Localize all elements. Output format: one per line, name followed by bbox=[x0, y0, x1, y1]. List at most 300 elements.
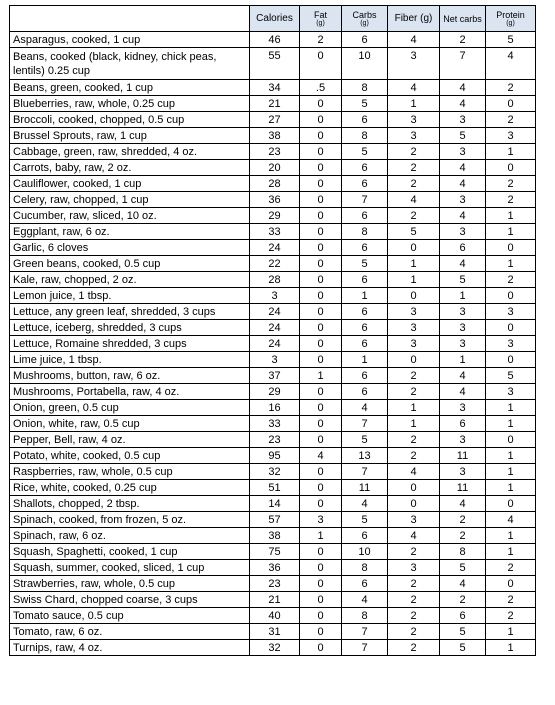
net-cell: 4 bbox=[440, 368, 486, 384]
fiber-cell: 2 bbox=[388, 640, 440, 656]
table-row bbox=[10, 224, 536, 240]
food-cell: Mushrooms, button, raw, 6 oz. bbox=[10, 368, 250, 384]
carbs-cell: 8 bbox=[342, 128, 388, 144]
carbs-cell: 11 bbox=[342, 480, 388, 496]
calories-cell: 75 bbox=[250, 544, 300, 560]
fat-cell: 0 bbox=[300, 304, 342, 320]
protein-cell: 1 bbox=[486, 400, 536, 416]
fiber-cell: 5 bbox=[388, 224, 440, 240]
fat-cell: 0 bbox=[300, 544, 342, 560]
calories-cell: 33 bbox=[250, 416, 300, 432]
food-cell: Squash, Spaghetti, cooked, 1 cup bbox=[10, 544, 250, 560]
food-cell: Lettuce, any green leaf, shredded, 3 cups bbox=[10, 304, 250, 320]
net-cell: 4 bbox=[440, 576, 486, 592]
calories-cell: 3 bbox=[250, 288, 300, 304]
calories-cell: 51 bbox=[250, 480, 300, 496]
table-row bbox=[10, 368, 536, 384]
calories-cell: 31 bbox=[250, 624, 300, 640]
net-cell: 5 bbox=[440, 560, 486, 576]
calories-cell: 29 bbox=[250, 208, 300, 224]
fiber-cell: 4 bbox=[388, 528, 440, 544]
food-cell: Shallots, chopped, 2 tbsp. bbox=[10, 496, 250, 512]
food-cell: Cucumber, raw, sliced, 10 oz. bbox=[10, 208, 250, 224]
calories-cell: 95 bbox=[250, 448, 300, 464]
protein-cell: 4 bbox=[486, 48, 536, 80]
net-cell: 3 bbox=[440, 400, 486, 416]
calories-cell: 24 bbox=[250, 320, 300, 336]
fiber-cell: 3 bbox=[388, 336, 440, 352]
net-cell: 3 bbox=[440, 432, 486, 448]
table-row bbox=[10, 48, 536, 80]
net-cell: 3 bbox=[440, 144, 486, 160]
food-cell: Broccoli, cooked, chopped, 0.5 cup bbox=[10, 112, 250, 128]
protein-cell: 3 bbox=[486, 304, 536, 320]
protein-cell: 2 bbox=[486, 272, 536, 288]
calories-cell: 57 bbox=[250, 512, 300, 528]
fat-cell: 1 bbox=[300, 528, 342, 544]
calories-cell: 21 bbox=[250, 96, 300, 112]
protein-cell: 2 bbox=[486, 560, 536, 576]
fat-cell: 0 bbox=[300, 320, 342, 336]
table-row bbox=[10, 560, 536, 576]
carbs-cell: 5 bbox=[342, 432, 388, 448]
food-cell: Lettuce, iceberg, shredded, 3 cups bbox=[10, 320, 250, 336]
fiber-cell: 4 bbox=[388, 464, 440, 480]
fat-cell: 0 bbox=[300, 576, 342, 592]
protein-cell: 1 bbox=[486, 144, 536, 160]
fat-cell: 0 bbox=[300, 416, 342, 432]
table-row bbox=[10, 464, 536, 480]
net-cell: 6 bbox=[440, 240, 486, 256]
food-cell: Brussel Sprouts, raw, 1 cup bbox=[10, 128, 250, 144]
fiber-cell: 2 bbox=[388, 576, 440, 592]
food-cell: Mushrooms, Portabella, raw, 4 oz. bbox=[10, 384, 250, 400]
protein-cell: 1 bbox=[486, 544, 536, 560]
fiber-cell: 2 bbox=[388, 384, 440, 400]
fat-cell: 0 bbox=[300, 224, 342, 240]
calories-cell: 38 bbox=[250, 528, 300, 544]
carbs-cell: 5 bbox=[342, 144, 388, 160]
fiber-cell: 2 bbox=[388, 208, 440, 224]
table-row bbox=[10, 144, 536, 160]
food-cell: Turnips, raw, 4 oz. bbox=[10, 640, 250, 656]
fat-cell: 0 bbox=[300, 256, 342, 272]
carbs-cell: 7 bbox=[342, 464, 388, 480]
fat-cell: 0 bbox=[300, 288, 342, 304]
net-cell: 4 bbox=[440, 384, 486, 400]
net-cell: 2 bbox=[440, 528, 486, 544]
fiber-cell: 4 bbox=[388, 192, 440, 208]
net-cell: 3 bbox=[440, 320, 486, 336]
net-cell: 3 bbox=[440, 112, 486, 128]
header-protein-label: Protein bbox=[496, 9, 525, 20]
protein-cell: 5 bbox=[486, 368, 536, 384]
net-cell: 3 bbox=[440, 224, 486, 240]
fiber-cell: 2 bbox=[388, 624, 440, 640]
protein-cell: 1 bbox=[486, 624, 536, 640]
calories-cell: 33 bbox=[250, 224, 300, 240]
calories-cell: 46 bbox=[250, 32, 300, 48]
calories-cell: 20 bbox=[250, 160, 300, 176]
net-cell: 5 bbox=[440, 624, 486, 640]
table-row bbox=[10, 576, 536, 592]
net-cell: 5 bbox=[440, 128, 486, 144]
carbs-cell: 8 bbox=[342, 608, 388, 624]
fiber-cell: 1 bbox=[388, 272, 440, 288]
protein-cell: 2 bbox=[486, 192, 536, 208]
table-row bbox=[10, 256, 536, 272]
fat-cell: 0 bbox=[300, 432, 342, 448]
fat-cell: 0 bbox=[300, 592, 342, 608]
net-cell: 4 bbox=[440, 256, 486, 272]
food-cell: Squash, summer, cooked, sliced, 1 cup bbox=[10, 560, 250, 576]
table-row bbox=[10, 448, 536, 464]
carbs-cell: 10 bbox=[342, 48, 388, 80]
calories-cell: 23 bbox=[250, 432, 300, 448]
food-cell: Eggplant, raw, 6 oz. bbox=[10, 224, 250, 240]
fat-cell: 0 bbox=[300, 608, 342, 624]
carbs-cell: 6 bbox=[342, 240, 388, 256]
net-cell: 6 bbox=[440, 416, 486, 432]
table-row bbox=[10, 288, 536, 304]
calories-cell: 23 bbox=[250, 576, 300, 592]
fiber-cell: 0 bbox=[388, 352, 440, 368]
fat-cell: 0 bbox=[300, 128, 342, 144]
food-cell: Blueberries, raw, whole, 0.25 cup bbox=[10, 96, 250, 112]
fiber-cell: 0 bbox=[388, 288, 440, 304]
table-row bbox=[10, 384, 536, 400]
calories-cell: 16 bbox=[250, 400, 300, 416]
table-row bbox=[10, 416, 536, 432]
carbs-cell: 8 bbox=[342, 224, 388, 240]
protein-cell: 4 bbox=[486, 512, 536, 528]
fiber-cell: 3 bbox=[388, 560, 440, 576]
table-row bbox=[10, 640, 536, 656]
calories-cell: 29 bbox=[250, 384, 300, 400]
header-calories: Calories bbox=[250, 6, 300, 32]
fiber-cell: 2 bbox=[388, 368, 440, 384]
carbs-cell: 4 bbox=[342, 400, 388, 416]
fat-cell: 0 bbox=[300, 560, 342, 576]
calories-cell: 3 bbox=[250, 352, 300, 368]
nutrition-table bbox=[9, 5, 536, 656]
calories-cell: 36 bbox=[250, 560, 300, 576]
carbs-cell: 6 bbox=[342, 32, 388, 48]
fiber-cell: 2 bbox=[388, 608, 440, 624]
food-cell: Asparagus, cooked, 1 cup bbox=[10, 32, 250, 48]
net-cell: 4 bbox=[440, 208, 486, 224]
fat-cell: 3 bbox=[300, 512, 342, 528]
food-cell: Tomato, raw, 6 oz. bbox=[10, 624, 250, 640]
food-cell: Lettuce, Romaine shredded, 3 cups bbox=[10, 336, 250, 352]
fiber-cell: 0 bbox=[388, 480, 440, 496]
carbs-cell: 6 bbox=[342, 384, 388, 400]
food-cell: Beans, green, cooked, 1 cup bbox=[10, 80, 250, 96]
fiber-cell: 2 bbox=[388, 544, 440, 560]
carbs-cell: 6 bbox=[342, 320, 388, 336]
carbs-cell: 4 bbox=[342, 496, 388, 512]
fiber-cell: 1 bbox=[388, 256, 440, 272]
protein-cell: 2 bbox=[486, 112, 536, 128]
food-cell: Carrots, baby, raw, 2 oz. bbox=[10, 160, 250, 176]
carbs-cell: 7 bbox=[342, 624, 388, 640]
carbs-cell: 6 bbox=[342, 336, 388, 352]
table-row bbox=[10, 544, 536, 560]
fiber-cell: 4 bbox=[388, 80, 440, 96]
carbs-cell: 13 bbox=[342, 448, 388, 464]
net-cell: 3 bbox=[440, 336, 486, 352]
net-cell: 11 bbox=[440, 448, 486, 464]
carbs-cell: 6 bbox=[342, 304, 388, 320]
fat-cell: 0 bbox=[300, 496, 342, 512]
table-row bbox=[10, 272, 536, 288]
fiber-cell: 2 bbox=[388, 160, 440, 176]
table-row bbox=[10, 160, 536, 176]
fat-cell: 0 bbox=[300, 112, 342, 128]
fiber-cell: 2 bbox=[388, 176, 440, 192]
protein-cell: 0 bbox=[486, 240, 536, 256]
header-fiber: Fiber (g) bbox=[388, 6, 440, 32]
header-carbs-unit: (g) bbox=[360, 19, 369, 27]
food-cell: Pepper, Bell, raw, 4 oz. bbox=[10, 432, 250, 448]
fiber-cell: 4 bbox=[388, 32, 440, 48]
net-cell: 5 bbox=[440, 640, 486, 656]
table-row bbox=[10, 208, 536, 224]
protein-cell: 3 bbox=[486, 384, 536, 400]
table-row bbox=[10, 96, 536, 112]
fat-cell: 0 bbox=[300, 624, 342, 640]
fat-cell: 0 bbox=[300, 480, 342, 496]
fat-cell: 0 bbox=[300, 48, 342, 80]
carbs-cell: 6 bbox=[342, 272, 388, 288]
protein-cell: 3 bbox=[486, 128, 536, 144]
calories-cell: 22 bbox=[250, 256, 300, 272]
table-row bbox=[10, 192, 536, 208]
header-protein-unit: (g) bbox=[506, 19, 515, 27]
carbs-cell: 1 bbox=[342, 288, 388, 304]
protein-cell: 1 bbox=[486, 256, 536, 272]
protein-cell: 1 bbox=[486, 448, 536, 464]
net-cell: 4 bbox=[440, 96, 486, 112]
calories-cell: 40 bbox=[250, 608, 300, 624]
table-row bbox=[10, 528, 536, 544]
table-row bbox=[10, 432, 536, 448]
protein-cell: 0 bbox=[486, 96, 536, 112]
fat-cell: .5 bbox=[300, 80, 342, 96]
protein-cell: 2 bbox=[486, 592, 536, 608]
table-row bbox=[10, 128, 536, 144]
net-cell: 2 bbox=[440, 32, 486, 48]
fat-cell: 0 bbox=[300, 176, 342, 192]
carbs-cell: 6 bbox=[342, 176, 388, 192]
protein-cell: 0 bbox=[486, 576, 536, 592]
table-row bbox=[10, 400, 536, 416]
food-cell: Lime juice, 1 tbsp. bbox=[10, 352, 250, 368]
food-cell: Potato, white, cooked, 0.5 cup bbox=[10, 448, 250, 464]
calories-cell: 32 bbox=[250, 640, 300, 656]
protein-cell: 1 bbox=[486, 224, 536, 240]
carbs-cell: 6 bbox=[342, 112, 388, 128]
table-row bbox=[10, 112, 536, 128]
food-cell: Onion, white, raw, 0.5 cup bbox=[10, 416, 250, 432]
fat-cell: 2 bbox=[300, 32, 342, 48]
carbs-cell: 10 bbox=[342, 544, 388, 560]
protein-cell: 2 bbox=[486, 80, 536, 96]
fiber-cell: 1 bbox=[388, 416, 440, 432]
fat-cell: 0 bbox=[300, 240, 342, 256]
carbs-cell: 5 bbox=[342, 512, 388, 528]
net-cell: 3 bbox=[440, 464, 486, 480]
food-cell: Beans, cooked (black, kidney, chick peas, lentils) 0.25 cup bbox=[10, 48, 250, 80]
food-cell: Garlic, 6 cloves bbox=[10, 240, 250, 256]
fiber-cell: 0 bbox=[388, 496, 440, 512]
table-row bbox=[10, 336, 536, 352]
header-fat bbox=[300, 6, 342, 32]
table-body bbox=[10, 32, 536, 656]
calories-cell: 32 bbox=[250, 464, 300, 480]
protein-cell: 0 bbox=[486, 160, 536, 176]
header-protein bbox=[486, 6, 536, 32]
fiber-cell: 1 bbox=[388, 400, 440, 416]
net-cell: 3 bbox=[440, 192, 486, 208]
food-cell: Raspberries, raw, whole, 0.5 cup bbox=[10, 464, 250, 480]
protein-cell: 2 bbox=[486, 608, 536, 624]
header-fat-unit: (g) bbox=[316, 19, 325, 27]
food-cell: Cabbage, green, raw, shredded, 4 oz. bbox=[10, 144, 250, 160]
food-cell: Spinach, raw, 6 oz. bbox=[10, 528, 250, 544]
calories-cell: 36 bbox=[250, 192, 300, 208]
table-row bbox=[10, 320, 536, 336]
table-row bbox=[10, 512, 536, 528]
header-row bbox=[10, 6, 536, 32]
food-cell: Strawberries, raw, whole, 0.5 cup bbox=[10, 576, 250, 592]
fat-cell: 0 bbox=[300, 352, 342, 368]
table-row bbox=[10, 32, 536, 48]
protein-cell: 0 bbox=[486, 352, 536, 368]
carbs-cell: 4 bbox=[342, 592, 388, 608]
calories-cell: 23 bbox=[250, 144, 300, 160]
table-row bbox=[10, 496, 536, 512]
food-cell: Lemon juice, 1 tbsp. bbox=[10, 288, 250, 304]
net-cell: 1 bbox=[440, 288, 486, 304]
table-row bbox=[10, 608, 536, 624]
food-cell: Kale, raw, chopped, 2 oz. bbox=[10, 272, 250, 288]
fat-cell: 0 bbox=[300, 384, 342, 400]
calories-cell: 34 bbox=[250, 80, 300, 96]
fat-cell: 0 bbox=[300, 96, 342, 112]
protein-cell: 0 bbox=[486, 320, 536, 336]
calories-cell: 38 bbox=[250, 128, 300, 144]
protein-cell: 1 bbox=[486, 416, 536, 432]
carbs-cell: 7 bbox=[342, 640, 388, 656]
food-cell: Rice, white, cooked, 0.25 cup bbox=[10, 480, 250, 496]
fat-cell: 0 bbox=[300, 640, 342, 656]
net-cell: 5 bbox=[440, 272, 486, 288]
food-cell: Tomato sauce, 0.5 cup bbox=[10, 608, 250, 624]
fat-cell: 0 bbox=[300, 464, 342, 480]
protein-cell: 1 bbox=[486, 640, 536, 656]
fat-cell: 0 bbox=[300, 160, 342, 176]
header-fat-label: Fat bbox=[313, 9, 327, 20]
protein-cell: 1 bbox=[486, 528, 536, 544]
fat-cell: 0 bbox=[300, 208, 342, 224]
fiber-cell: 3 bbox=[388, 128, 440, 144]
protein-cell: 0 bbox=[486, 288, 536, 304]
net-cell: 11 bbox=[440, 480, 486, 496]
carbs-cell: 8 bbox=[342, 560, 388, 576]
protein-cell: 5 bbox=[486, 32, 536, 48]
net-cell: 7 bbox=[440, 48, 486, 80]
fiber-cell: 3 bbox=[388, 304, 440, 320]
protein-cell: 0 bbox=[486, 432, 536, 448]
header-food bbox=[10, 6, 250, 32]
carbs-cell: 7 bbox=[342, 192, 388, 208]
table-row bbox=[10, 304, 536, 320]
fiber-cell: 0 bbox=[388, 240, 440, 256]
calories-cell: 55 bbox=[250, 48, 300, 80]
carbs-cell: 5 bbox=[342, 256, 388, 272]
net-cell: 2 bbox=[440, 512, 486, 528]
calories-cell: 28 bbox=[250, 272, 300, 288]
net-cell: 1 bbox=[440, 352, 486, 368]
food-cell: Green beans, cooked, 0.5 cup bbox=[10, 256, 250, 272]
carbs-cell: 6 bbox=[342, 576, 388, 592]
food-cell: Spinach, cooked, from frozen, 5 oz. bbox=[10, 512, 250, 528]
carbs-cell: 5 bbox=[342, 96, 388, 112]
food-cell: Celery, raw, chopped, 1 cup bbox=[10, 192, 250, 208]
calories-cell: 14 bbox=[250, 496, 300, 512]
table-row bbox=[10, 352, 536, 368]
fiber-cell: 3 bbox=[388, 512, 440, 528]
calories-cell: 24 bbox=[250, 240, 300, 256]
fat-cell: 4 bbox=[300, 448, 342, 464]
fiber-cell: 3 bbox=[388, 48, 440, 80]
net-cell: 8 bbox=[440, 544, 486, 560]
fat-cell: 0 bbox=[300, 336, 342, 352]
fat-cell: 0 bbox=[300, 192, 342, 208]
protein-cell: 1 bbox=[486, 208, 536, 224]
carbs-cell: 6 bbox=[342, 368, 388, 384]
food-cell: Onion, green, 0.5 cup bbox=[10, 400, 250, 416]
table-row bbox=[10, 80, 536, 96]
carbs-cell: 6 bbox=[342, 160, 388, 176]
net-cell: 4 bbox=[440, 80, 486, 96]
protein-cell: 1 bbox=[486, 480, 536, 496]
fat-cell: 1 bbox=[300, 368, 342, 384]
fiber-cell: 2 bbox=[388, 592, 440, 608]
food-cell: Cauliflower, cooked, 1 cup bbox=[10, 176, 250, 192]
header-carbs-label: Carbs bbox=[352, 9, 377, 20]
net-cell: 3 bbox=[440, 304, 486, 320]
table-row bbox=[10, 624, 536, 640]
protein-cell: 2 bbox=[486, 176, 536, 192]
carbs-cell: 6 bbox=[342, 528, 388, 544]
fiber-cell: 1 bbox=[388, 96, 440, 112]
table-row bbox=[10, 176, 536, 192]
fiber-cell: 2 bbox=[388, 432, 440, 448]
net-cell: 4 bbox=[440, 160, 486, 176]
fat-cell: 0 bbox=[300, 400, 342, 416]
table-row bbox=[10, 592, 536, 608]
calories-cell: 37 bbox=[250, 368, 300, 384]
carbs-cell: 7 bbox=[342, 416, 388, 432]
carbs-cell: 1 bbox=[342, 352, 388, 368]
food-cell: Swiss Chard, chopped coarse, 3 cups bbox=[10, 592, 250, 608]
protein-cell: 1 bbox=[486, 464, 536, 480]
carbs-cell: 6 bbox=[342, 208, 388, 224]
fiber-cell: 3 bbox=[388, 320, 440, 336]
net-cell: 6 bbox=[440, 608, 486, 624]
